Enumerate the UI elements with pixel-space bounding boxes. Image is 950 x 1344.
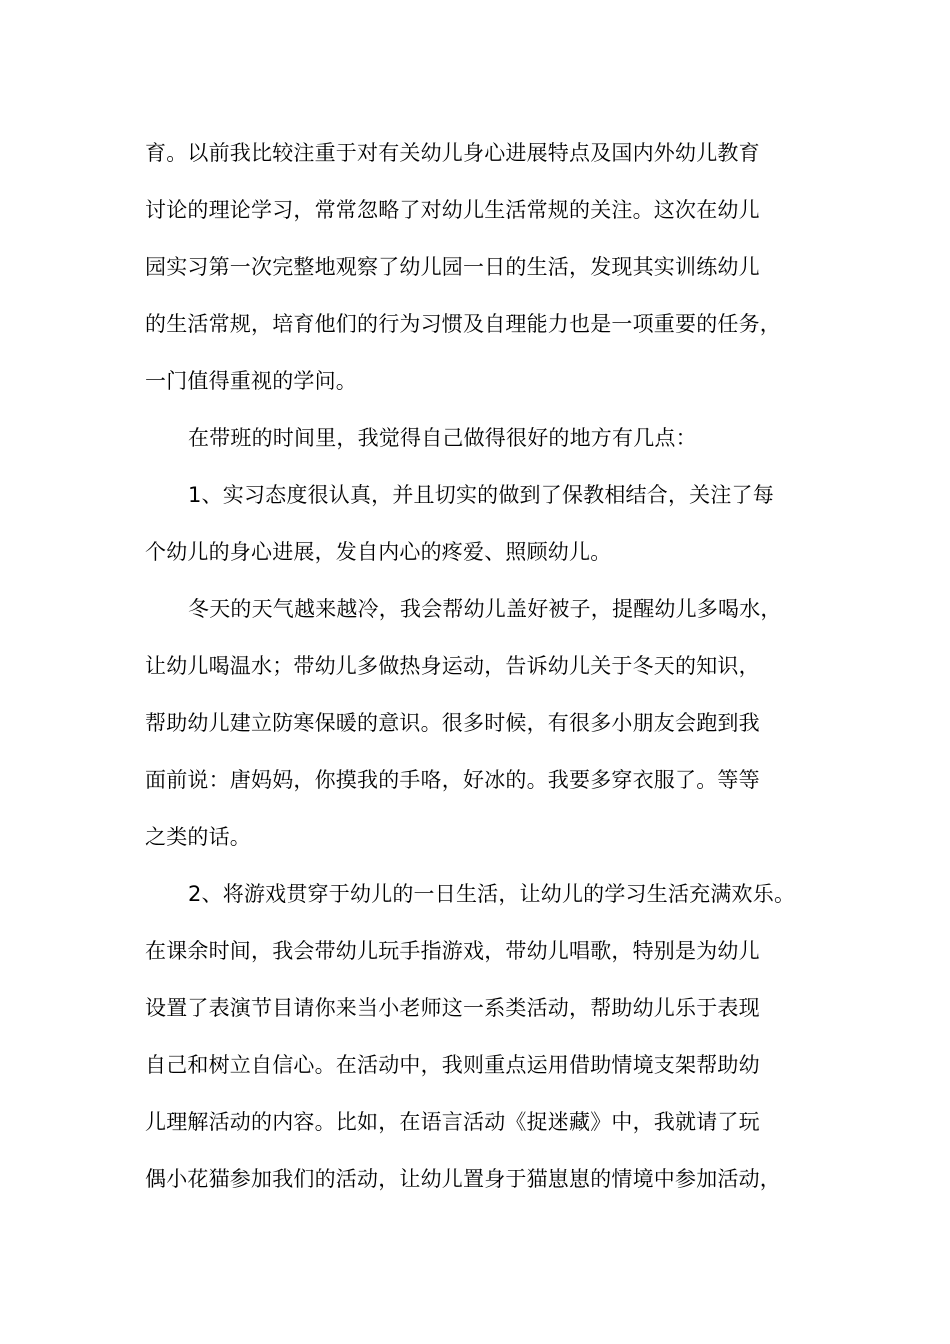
paragraph-start-line-7: 1、实习态度很认真，并且切实的做到了保教相结合，关注了每 xyxy=(188,483,774,507)
text-line-5: 一门值得重视的学问。 xyxy=(145,369,357,393)
paragraph-start-line-6: 在带班的时间里，我觉得自己做得很好的地方有几点： xyxy=(188,426,697,450)
text-line-18: 儿理解活动的内容。比如，在语言活动《捉迷藏》中，我就请了玩 xyxy=(145,1110,760,1134)
text-line-10: 让幼儿喝温水；带幼儿多做热身运动，告诉幼儿关于冬天的知识， xyxy=(145,654,760,678)
text-line-16: 设置了表演节目请你来当小老师这一系类活动，帮助幼儿乐于表现 xyxy=(145,996,760,1020)
text-line-3: 园实习第一次完整地观察了幼儿园一日的生活，发现其实训练幼儿 xyxy=(145,255,760,279)
text-line-15: 在课余时间，我会带幼儿玩手指游戏，带幼儿唱歌，特别是为幼儿 xyxy=(145,939,760,963)
paragraph-start-line-9: 冬天的天气越来越冷，我会帮幼儿盖好被子，提醒幼儿多喝水， xyxy=(188,597,782,621)
text-line-4: 的生活常规，培育他们的行为习惯及自理能力也是一项重要的任务， xyxy=(145,312,781,336)
text-line-13: 之类的话。 xyxy=(145,825,251,849)
text-line-17: 自己和树立自信心。在活动中，我则重点运用借助情境支架帮助幼 xyxy=(145,1053,760,1077)
text-line-1: 育。以前我比较注重于对有关幼儿身心进展特点及国内外幼儿教育 xyxy=(145,141,760,165)
text-line-11: 帮助幼儿建立防寒保暖的意识。很多时候，有很多小朋友会跑到我 xyxy=(145,711,760,735)
text-line-2: 讨论的理论学习，常常忽略了对幼儿生活常规的关注。这次在幼儿 xyxy=(145,198,760,222)
paragraph-start-line-14: 2、将游戏贯穿于幼儿的一日生活，让幼儿的学习生活充满欢乐。 xyxy=(188,882,796,906)
text-line-12: 面前说：唐妈妈，你摸我的手咯，好冰的。我要多穿衣服了。等等 xyxy=(145,768,760,792)
text-line-19: 偶小花猫参加我们的活动，让幼儿置身于猫崽崽的情境中参加活动， xyxy=(145,1167,781,1191)
text-line-8: 个幼儿的身心进展，发自内心的疼爱、照顾幼儿。 xyxy=(145,540,612,564)
